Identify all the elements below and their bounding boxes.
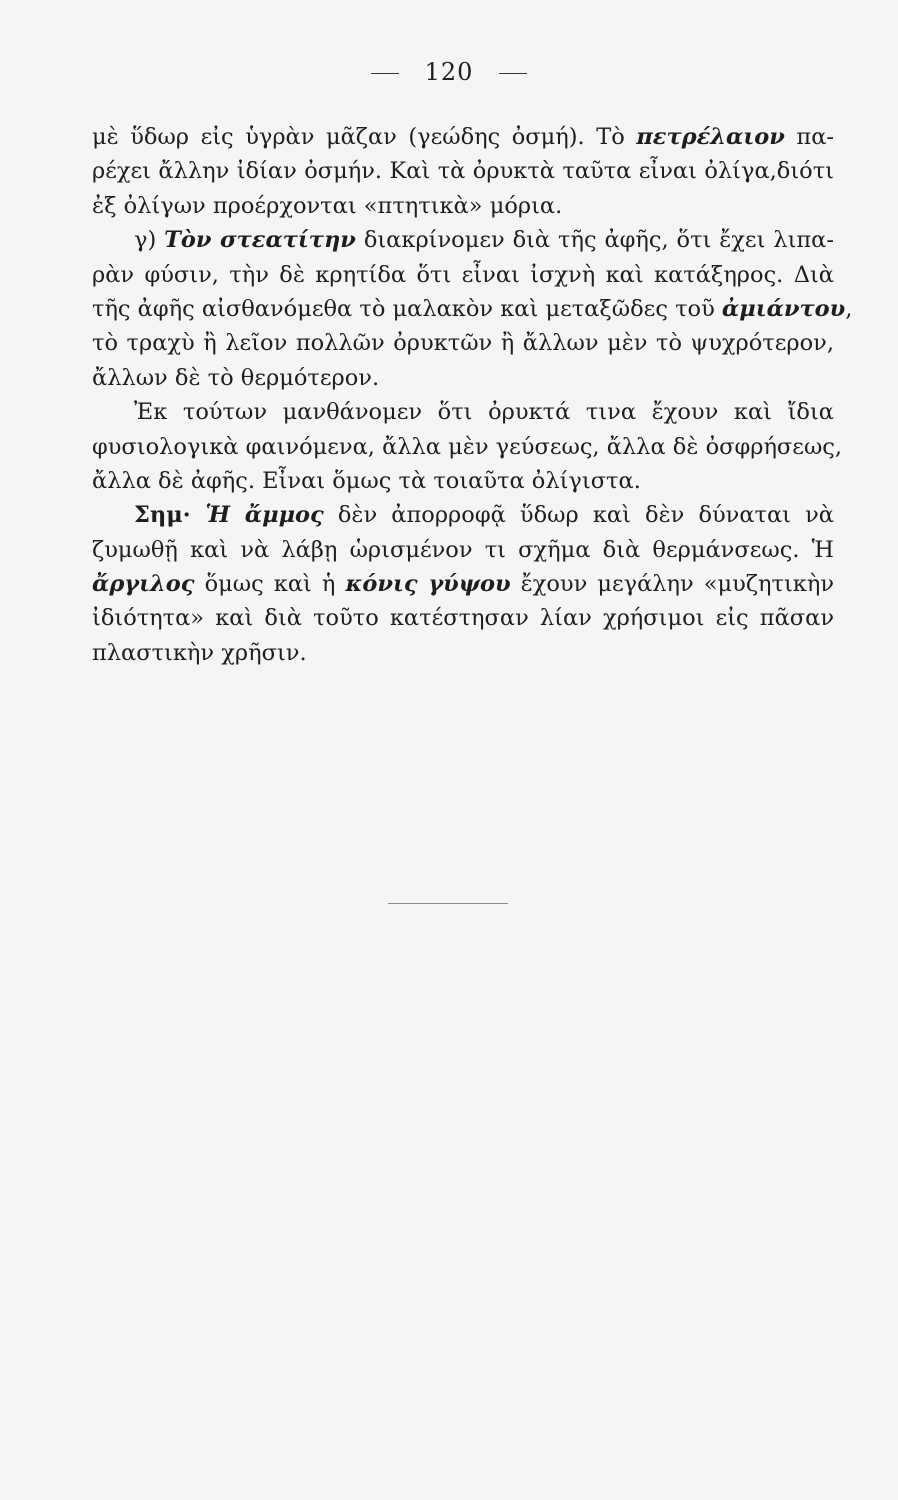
text-line-13: ζυμωθῇ καὶ νὰ λάβῃ ὡρισμένον τι σχῆμα διὰ θερμάνσεως. Ἡ <box>92 536 834 563</box>
text-line-15: ἰδιότητα» καὶ διὰ τοῦτο κατέστησαν λίαν χρήσιμοι εἰς πᾶσαν <box>92 605 834 632</box>
header-left-dash <box>371 73 399 74</box>
text-line-1 <box>92 120 834 154</box>
page-header <box>0 58 898 86</box>
text-line-11: ἄλλα δὲ ἀφῆς. Εἶναι ὅμως τὰ τοιαῦτα ὀλίγιστα. <box>92 467 641 494</box>
term-ammos: Ἡ ἄμμος <box>205 502 324 529</box>
text-segment: γ) <box>134 227 165 254</box>
text-line-2: ρέχει ἄλλην ἰδίαν ὀσμήν. Καὶ τὰ ὀρυκτὰ ταῦτα εἶναι ὀλίγα,διότι <box>92 158 834 185</box>
text-segment: ἔχουν μεγάλην «μυζητικὴν <box>510 571 834 598</box>
text-segment: διακρίνομεν διὰ τῆς ἀφῆς, ὅτι ἔχει λιπα- <box>355 227 834 254</box>
text-segment: πα- <box>784 124 834 150</box>
header-right-dash <box>499 73 527 74</box>
text-line-16: πλαστικὴν χρῆσιν. <box>92 639 307 666</box>
text-line-8: ἄλλων δὲ τὸ θερμότερον. <box>92 364 380 391</box>
term-argilos: ἄργιλος <box>92 571 195 598</box>
text-line-9: Ἐκ τούτων μανθάνομεν ὅτι ὀρυκτά τινα ἔχουν καὶ ἴδια <box>134 399 834 426</box>
text-line-4 <box>92 223 834 257</box>
text-line-7: τὸ τραχὺ ἢ λεῖον πολλῶν ὀρυκτῶν ἢ ἄλλων μὲν τὸ ψυχρότερον, <box>92 330 834 357</box>
term-steatitin: Τὸν στεατίτην <box>164 227 356 254</box>
text-line-6 <box>92 292 853 326</box>
text-line-10: φυσιολογικὰ φαινόμενα, ἄλλα μὲν γεύσεως, ἄλλα δὲ ὀσφρήσεως, <box>92 433 843 460</box>
section-divider <box>388 903 508 904</box>
text-segment: τῆς ἀφῆς αἰσθανόμεθα τὸ μαλακὸν καὶ μεταξῶδες τοῦ <box>92 295 722 322</box>
term-amiantou: ἀμιάντου <box>721 295 846 322</box>
term-konis-gypsou: κόνις γύψου <box>345 571 511 598</box>
text-segment: ὅμως καὶ ἡ <box>194 571 346 598</box>
text-line-14 <box>92 567 834 601</box>
page-number: 120 <box>424 58 474 86</box>
text-line-3: ἐξ ὀλίγων προέρχονται «πτητικὰ» μόρια. <box>92 192 563 219</box>
text-line-12 <box>92 498 834 532</box>
body-text <box>92 120 853 670</box>
note-label: Σημ· <box>134 502 206 529</box>
text-segment: δὲν ἀπορροφᾷ ὕδωρ καὶ δὲν δύναται νὰ <box>323 502 834 529</box>
text-segment: , <box>845 295 853 322</box>
text-segment: μὲ ὕδωρ εἰς ὑγρὰν μᾶζαν (γεώδης ὀσμή). Τὸ <box>92 124 637 150</box>
term-petrelaion: πετρέλαιον <box>636 124 785 150</box>
text-line-5: ρὰν φύσιν, τὴν δὲ κρητίδα ὅτι εἶναι ἰσχνὴ καὶ κατάξηρος. Διὰ <box>92 261 834 288</box>
